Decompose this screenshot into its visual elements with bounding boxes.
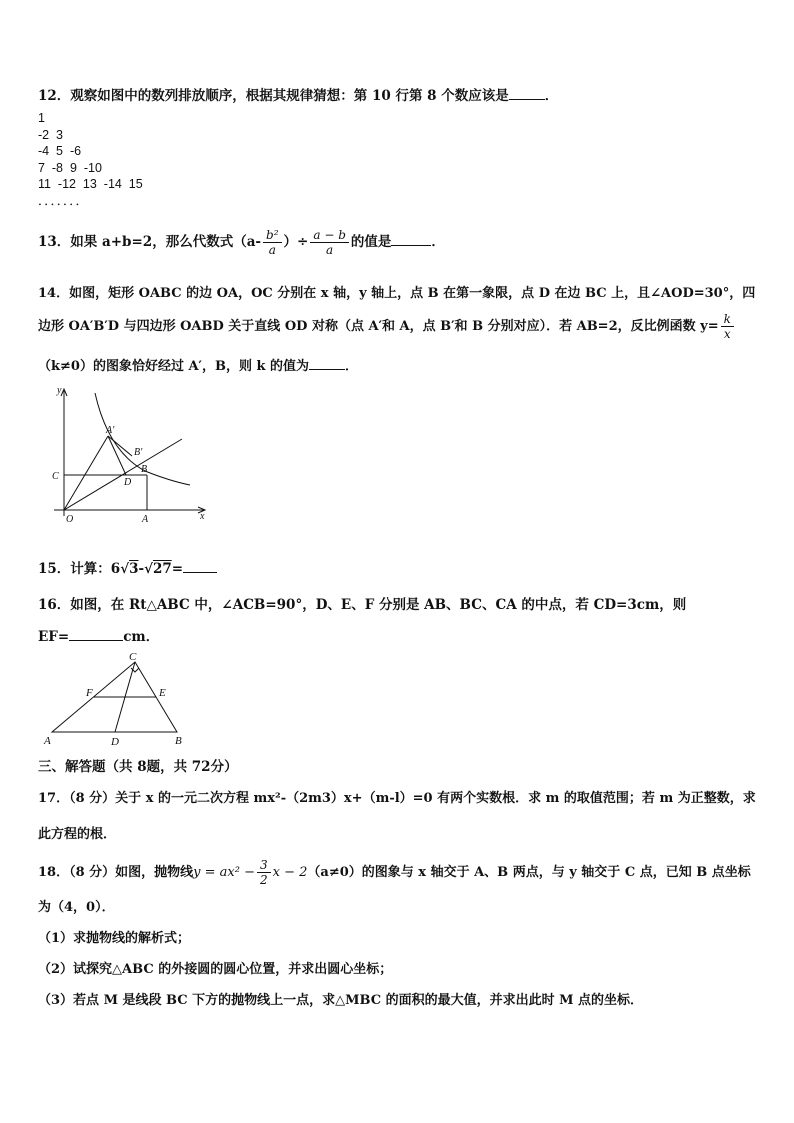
label-a-prime: A′ [106,425,115,436]
q18-eq-right: x − 2 [272,865,308,880]
q18-fraction [257,858,271,887]
q18-line1 [38,858,751,887]
q14-blank[interactable] [309,357,345,370]
label-b: B [141,464,148,475]
q14-line3-text: （k≠0）的图象恰好经过 A′，B，则 k 的值为 [38,359,310,374]
sqrt-icon: √ [120,561,130,577]
q12-tail: ． [544,88,559,104]
q13-fraction-1 [263,228,282,257]
sequence-row: 7 -8 9 -10 [38,160,102,175]
q12-blank[interactable] [509,87,545,100]
section-heading: 三、解答题（共 8题，共 72分） [38,759,238,775]
label-a: A [142,514,149,525]
fraction-denominator: a [268,243,276,257]
q18-line2: 为（4，0）． [38,900,115,915]
q15-text [38,557,217,577]
label-b: B [175,735,182,747]
q17-line1: 17．（8 分）关于 x 的一元二次方程 mx²-（2m3）x+（m-l）=0 有两个实数根．求 m 的取值范围；若 m 为正整数，求 [38,791,756,806]
q18-prefix: 18．（8 分）如图，抛物线 [38,865,194,880]
label-d: D [111,736,119,748]
segment-oa1 [64,436,108,510]
q14-fraction [721,312,734,341]
q18-part2: （2）试探究△ABC 的外接圆的圆心位置，并求出圆心坐标； [38,962,393,977]
label-x: x [200,511,205,522]
q15-minus: - [138,561,145,577]
label-d: D [124,477,132,488]
fraction-numerator: b² [263,228,282,243]
q13-blank[interactable] [391,233,431,246]
q15-root2: 27 [152,561,172,577]
fraction-denominator: x [723,327,731,341]
q14-line3 [38,355,358,374]
segment-a1d [108,436,126,475]
q13-text [38,228,445,257]
sequence-row: 1 [38,111,45,125]
q13-tail: ． [431,234,445,250]
q14-line2 [38,312,736,341]
fraction-denominator: a [326,243,334,257]
q14-line2-text: 边形 OA′B′D 与四边形 OABD 关于直线 OD 对称（点 A′和 A，点 B′和 B 分别对应）．若 AB=2，反比例函数 y= [38,319,719,334]
q15-blank[interactable] [183,560,217,573]
q15-root1: 3 [129,561,139,577]
q17-line2: 此方程的根． [38,827,117,842]
label-c: C [129,651,137,663]
q16-figure [40,648,190,748]
q14-figure [40,383,220,528]
label-b-prime: B′ [134,447,143,458]
sequence-row: -2 3 [38,127,64,142]
q18-eq-left: y = ax² − [193,865,255,880]
label-a: A [44,735,51,747]
q15-eq: = [171,561,184,577]
q15-prefix: 15．计算：6 [38,561,121,577]
q16-prefix: EF= [38,629,70,645]
label-f: F [86,687,93,699]
q13-suffix: 的值是 [350,234,392,250]
number-sequence [38,110,143,209]
q13-fraction-2 [310,228,349,257]
q16-blank[interactable] [69,628,123,641]
q12-question: 12．观察如图中的数列排放顺序，根据其规律猜想：第 10 行第 8 个数应该是 [38,88,509,104]
q13-prefix: 13．如果 a+b=2，那么代数式（a- [38,234,262,250]
q14-tail: ． [345,359,359,374]
label-y: y [57,385,62,396]
q16-line2 [38,625,159,645]
fraction-denominator: 2 [260,873,268,887]
q18-part1: （1）求抛物线的解析式； [38,931,191,946]
fraction-numerator: 3 [257,858,271,873]
q18-suffix: （a≠0）的图象与 x 轴交于 A、B 两点，与 y 轴交于 C 点，已知 B 点坐标 [307,865,751,880]
fraction-numerator: a − b [310,228,349,243]
label-c: C [52,471,59,482]
sequence-row: 11 -12 13 -14 15 [38,177,143,191]
sequence-row: -4 5 -6 [38,144,82,158]
segment-a1b1 [108,436,132,456]
q16-line1: 16．如图，在 Rt△ABC 中，∠ACB=90°，D、E、F 分别是 AB、BC、CA 的中点，若 CD=3cm，则 [38,597,687,613]
q14-line1: 14．如图，矩形 OABC 的边 OA，OC 分别在 x 轴，y 轴上，点 B 在第一象限，点 D 在边 BC 上，且∠AOD=30°，四 [38,286,756,301]
q12-text [38,84,558,104]
label-o: O [66,514,74,525]
sqrt-icon: √ [144,561,153,577]
sequence-row: ．．．．．．． [38,193,89,208]
label-e: E [159,687,166,699]
q13-mid: ）÷ [283,234,309,250]
fraction-numerator: k [721,312,734,327]
q18-part3: （3）若点 M 是线段 BC 下方的抛物线上一点，求△MBC 的面积的最大值，并求出此时 M 点的坐标． [38,993,644,1008]
q16-suffix: cm． [123,629,160,645]
